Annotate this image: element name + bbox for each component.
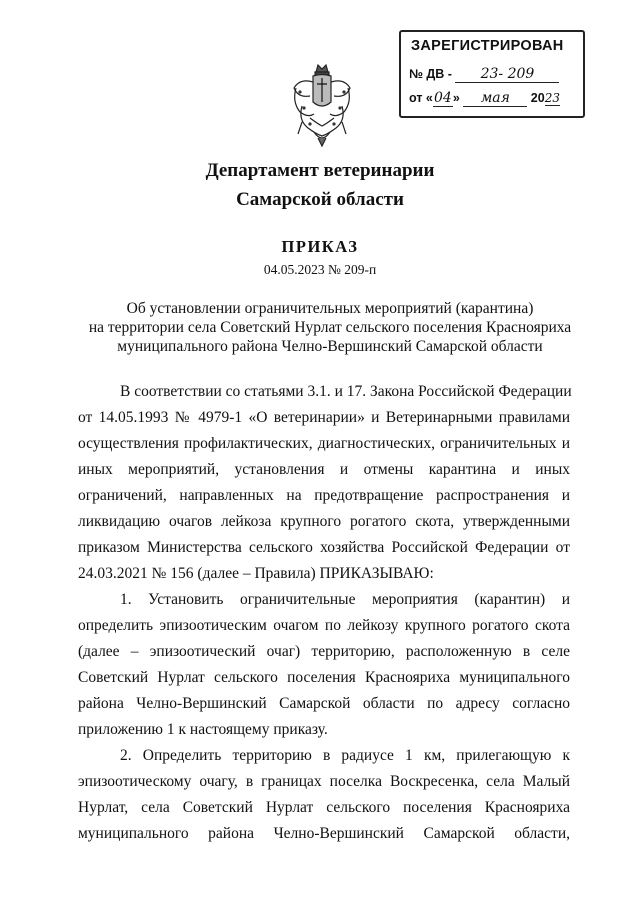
department-title-line1: Департамент ветеринарии [205, 160, 435, 181]
department-title-line2: Самарской области [236, 189, 404, 210]
body-line: иных мероприятий, установления и отмены карантина и иных [78, 461, 570, 478]
order-subject [60, 299, 600, 356]
stamp-number-label: № ДВ - [409, 67, 452, 81]
stamp-date-month: мая [463, 90, 527, 107]
stamp-date-label: от « [409, 91, 433, 105]
body-line: от 14.05.1993 № 4979-1 «О ветеринарии» и Ветеринарными правилами [78, 409, 570, 426]
stamp-date-line [409, 90, 560, 107]
body-line: приказом Министерства сельского хозяйства Российской Федерации от [78, 539, 570, 556]
body-line: В соответствии со статьями 3.1. и 17. Закона Российской Федерации [120, 383, 572, 400]
samara-coat-of-arms-emblem [288, 62, 356, 148]
body-line: эпизоотическому очагу, в границах поселка Воскресенка, села Малый [78, 773, 570, 790]
registration-stamp [399, 30, 585, 118]
order-date-number: 04.05.2023 № 209-п [263, 262, 377, 277]
subject-line: на территории села Советский Нурлат сельского поселения Краснояриха [88, 319, 572, 336]
stamp-date-year: 23 [544, 91, 560, 105]
body-line: ограничений, направленных на предотвращение распространения и [78, 487, 570, 504]
body-line: 1. Установить ограничительные мероприятия (карантин) и [120, 591, 570, 608]
stamp-number-value: 23- 209 [455, 66, 559, 83]
body-line: (далее – эпизоотический очаг) территорию, расположенную в селе [78, 643, 570, 660]
body-line: 2. Определить территорию в радиусе 1 км, прилегающую к [120, 747, 570, 764]
body-line: приложению 1 к настоящему приказу. [78, 721, 328, 738]
subject-line: Об установлении ограничительных мероприятий (карантина) [126, 300, 534, 317]
body-line: муниципального района Челно-Вершинский Самарской области, [78, 825, 570, 842]
stamp-number-line [409, 66, 559, 83]
body-line: Нурлат, села Советский Нурлат сельского поселения Краснояриха [78, 799, 570, 816]
stamp-date-close: » [452, 91, 460, 105]
body-line: ликвидацию очагов лейкоза крупного рогатого скота, утвержденными [78, 513, 570, 530]
stamp-title: ЗАРЕГИСТРИРОВАН [411, 38, 564, 54]
body-line: осуществления профилактических, диагностических, ограничительных и [78, 435, 570, 452]
body-line: района Челно-Вершинский Самарской области по адресу согласно [78, 695, 570, 712]
stamp-date-day: 04 [433, 90, 452, 106]
stamp-date-year-prefix: 20 [530, 91, 545, 105]
subject-line: муниципального района Челно-Вершинский Самарской области [117, 338, 543, 355]
body-line: Советский Нурлат сельского поселения Краснояриха муниципального [78, 669, 570, 686]
document-type: ПРИКАЗ [281, 237, 359, 256]
body-line: определить эпизоотическим очагом по лейкозу крупного рогатого скота [78, 617, 570, 634]
body-line: 24.03.2021 № 156 (далее – Правила) ПРИКАЗЫВАЮ: [78, 565, 434, 582]
